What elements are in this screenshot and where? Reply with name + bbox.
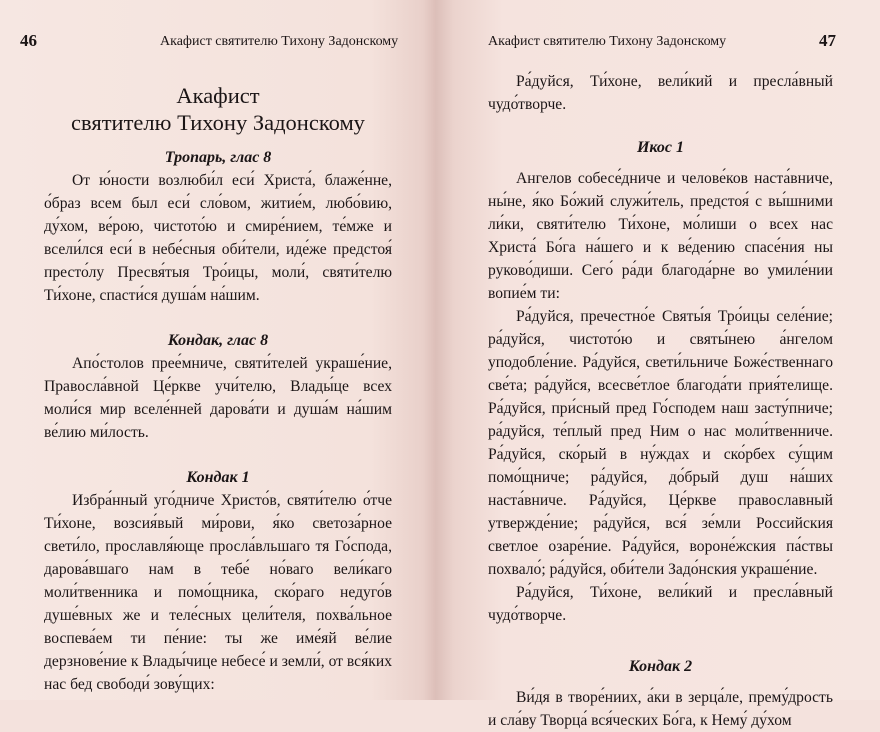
troparion-heading: Тропарь, глас 8 bbox=[164, 149, 272, 166]
section-spacer bbox=[488, 116, 833, 136]
section-spacer bbox=[44, 444, 392, 466]
refrain-continued: Ра́дуйся, Ти́хоне, вели́кий и пресла́вный чудо́творче. bbox=[488, 73, 833, 113]
kontakion-2-text: Ви́дя в творе́ниих, а́ки в зерца́ле, прему́дрость и сла́ву Творца́ вся́ческих Бо́га, к Нему́ ду́хом bbox=[488, 689, 833, 729]
ikos-1-heading: Икос 1 bbox=[636, 139, 685, 156]
kontakion-1-text: Избра́нный уго́дниче Христо́в, святи́телю о́тче Ти́хоне, возсия́вый ми́рови, я́ко светоза́рное свети́ло, прославля́юще просла́вльшаго тя Го́спода, дарова́вшаго нам в тебе́ но́ваго вели́каго моли́твенника и помо́щника, ско́раго недуго́в душе́вных же и теле́сных цели́теля, похва́льное воспева́ем ти пе́ние: ты же име́яй ве́лие дерзнове́ние к Влады́чице небесе́ и земли́, от вся́ких нас бед свободи́ зову́щих: bbox=[44, 492, 392, 693]
kontakion-2-heading: Кондак 2 bbox=[628, 658, 693, 675]
kontakion-heading: Кондак, глас 8 bbox=[167, 332, 269, 349]
right-page-body bbox=[488, 70, 833, 732]
page-number: 46 bbox=[20, 31, 37, 50]
section-spacer bbox=[488, 627, 833, 655]
running-head: Акафист святителю Тихону Задонскому bbox=[160, 34, 399, 49]
troparion-text: От ю́ности возлюби́л еси́ Христа́, блаже́нне, о́браз всем был еси́ сло́вом, житие́м, любо́вию, ду́хом, ве́рою, чистото́ю и смире́нием, те́мже и всели́лся еси́ в небе́сныя оби́тели, иде́же предстоя́ престо́лу Пресвя́тыя Тро́ицы, моли́, святи́телю Ти́хоне, спасти́ся душа́м на́шим. bbox=[44, 172, 392, 304]
running-head: Акафист святителю Тихону Задонскому bbox=[488, 34, 727, 49]
ikos-1-refrain: Ра́дуйся, Ти́хоне, вели́кий и пресла́вный чудо́творче. bbox=[488, 584, 833, 624]
section-spacer bbox=[488, 678, 833, 686]
title-line-2: святителю Тихону Задонскому bbox=[71, 110, 365, 135]
page-number: 47 bbox=[819, 31, 836, 50]
kontakion-text: Апо́столов прее́мниче, святи́телей украше́ние, Правосла́вной Це́ркве учи́телю, Влады́це всех моли́ся мир вселе́нней дарова́ти и душа́м на́шим ве́лию ми́лость. bbox=[44, 355, 392, 441]
ikos-1-text: Ангелов собесе́дниче и челове́ков наста́вниче, ны́не, я́ко Бо́жий служи́тель, предстоя́ с вы́шними ли́ки, святи́телю Ти́хоне, мо́лиши о всех нас Христа́ Бо́га на́шего и к ве́дению спасе́ния ны руково́диши. Сего́ ра́ди благода́рне во умиле́нии вопие́м ти: bbox=[488, 170, 833, 302]
right-page bbox=[436, 0, 880, 729]
left-page bbox=[0, 0, 436, 700]
section-spacer bbox=[488, 159, 833, 167]
section-spacer bbox=[44, 307, 392, 329]
kontakion-1-heading: Кондак 1 bbox=[186, 469, 250, 486]
akathist-title bbox=[44, 82, 392, 136]
ikos-1-chairetismoi: Ра́дуйся, пречестно́е Святы́я Тро́ицы селе́ние; ра́дуйся, чистото́ю и святы́нею а́нгелом уподобле́ние. Ра́дуйся, свети́льниче Боже́ственнаго све́та; ра́дуйся, всесве́тлое благода́ти прия́телище. Ра́дуйся, при́сный пред Го́сподем наш засту́пниче; ра́дуйся, те́плый пред Ним о нас моли́твенниче. Ра́дуйся, ско́рый в ну́ждах и ско́рбех су́щим помо́щниче; ра́дуйся, до́брый душ на́ших наста́вниче. Ра́дуйся, Це́ркве православный утвержде́ние; ра́дуйся, вся́ зе́мли Российския светлое озаре́ние. Ра́дуйся, вороне́жския па́ствы похвало́; ра́дуйся, оби́тели Задо́нския украше́ние. bbox=[488, 308, 833, 578]
title-line-1: Акафист bbox=[176, 83, 260, 108]
left-page-body bbox=[44, 82, 392, 696]
